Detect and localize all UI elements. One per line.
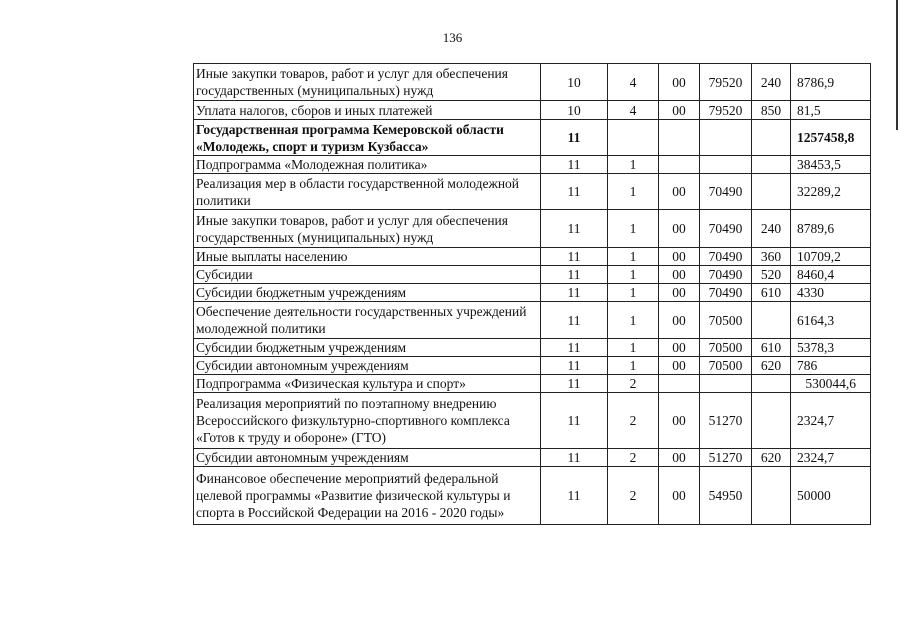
row-subsection: 4 <box>608 101 659 120</box>
row-subsection: 4 <box>608 64 659 101</box>
table-row <box>194 467 871 525</box>
row-sum: 2324,7 <box>791 449 871 467</box>
row-direction-code: 70490 <box>700 266 752 284</box>
budget-table <box>193 63 871 525</box>
row-program-code: 00 <box>659 449 700 467</box>
row-expense-type: 610 <box>752 284 791 302</box>
row-name: Субсидии автономным учреждениям <box>194 357 541 375</box>
row-direction-code: 51270 <box>700 449 752 467</box>
row-subsection: 1 <box>608 210 659 248</box>
row-program-code <box>659 375 700 393</box>
row-section: 11 <box>541 210 608 248</box>
row-name: Реализация мероприятий по поэтапному внедрению Всероссийского физкультурно-спортивного комплекса «Готов к труду и обороне» (ГТО) <box>194 393 541 449</box>
row-expense-type: 240 <box>752 210 791 248</box>
row-program-code: 00 <box>659 266 700 284</box>
row-expense-type: 360 <box>752 248 791 266</box>
row-subsection: 1 <box>608 284 659 302</box>
row-program-code: 00 <box>659 101 700 120</box>
row-subsection: 1 <box>608 302 659 339</box>
row-direction-code <box>700 375 752 393</box>
row-program-code: 00 <box>659 302 700 339</box>
table-row <box>194 64 871 101</box>
row-sum: 50000 <box>791 467 871 525</box>
row-subsection: 1 <box>608 156 659 174</box>
row-program-code: 00 <box>659 174 700 210</box>
row-subsection: 2 <box>608 393 659 449</box>
table-row <box>194 266 871 284</box>
row-expense-type: 610 <box>752 339 791 357</box>
table-row <box>194 156 871 174</box>
row-direction-code: 70490 <box>700 284 752 302</box>
table-row <box>194 393 871 449</box>
row-sum: 10709,2 <box>791 248 871 266</box>
table-row <box>194 339 871 357</box>
row-section: 10 <box>541 64 608 101</box>
row-expense-type <box>752 120 791 156</box>
row-expense-type <box>752 467 791 525</box>
row-section: 11 <box>541 266 608 284</box>
row-direction-code: 70490 <box>700 174 752 210</box>
row-program-code: 00 <box>659 467 700 525</box>
row-direction-code: 70500 <box>700 357 752 375</box>
row-subsection: 1 <box>608 174 659 210</box>
row-expense-type <box>752 375 791 393</box>
row-section: 11 <box>541 375 608 393</box>
row-name: Уплата налогов, сборов и иных платежей <box>194 101 541 120</box>
table-body <box>194 64 871 525</box>
row-program-code: 00 <box>659 357 700 375</box>
row-direction-code <box>700 156 752 174</box>
row-sum: 32289,2 <box>791 174 871 210</box>
table-row <box>194 284 871 302</box>
table-row <box>194 120 871 156</box>
row-direction-code: 70490 <box>700 210 752 248</box>
row-name: Субсидии <box>194 266 541 284</box>
row-section: 11 <box>541 467 608 525</box>
row-section: 11 <box>541 156 608 174</box>
table-row <box>194 357 871 375</box>
table-row <box>194 302 871 339</box>
row-program-code <box>659 120 700 156</box>
row-name: Субсидии бюджетным учреждениям <box>194 284 541 302</box>
row-section: 11 <box>541 248 608 266</box>
row-sum: 2324,7 <box>791 393 871 449</box>
row-program-code: 00 <box>659 393 700 449</box>
row-sum: 4330 <box>791 284 871 302</box>
row-section: 11 <box>541 393 608 449</box>
row-program-code: 00 <box>659 284 700 302</box>
row-sum: 81,5 <box>791 101 871 120</box>
table-row <box>194 174 871 210</box>
row-name: Реализация мер в области государственной молодежной политики <box>194 174 541 210</box>
row-expense-type: 620 <box>752 357 791 375</box>
row-section: 11 <box>541 339 608 357</box>
table-row <box>194 101 871 120</box>
row-subsection: 2 <box>608 375 659 393</box>
row-subsection: 1 <box>608 339 659 357</box>
row-name: Финансовое обеспечение мероприятий федеральной целевой программы «Развитие физической культуры и спорта в Российской Федерации на 2016 - 2020 годы» <box>194 467 541 525</box>
row-program-code <box>659 156 700 174</box>
row-name: Субсидии бюджетным учреждениям <box>194 339 541 357</box>
row-name: Обеспечение деятельности государственных учреждений молодежной политики <box>194 302 541 339</box>
row-direction-code <box>700 120 752 156</box>
row-section: 11 <box>541 284 608 302</box>
row-sum: 38453,5 <box>791 156 871 174</box>
table-row <box>194 248 871 266</box>
row-section: 11 <box>541 302 608 339</box>
row-program-code: 00 <box>659 339 700 357</box>
row-expense-type: 620 <box>752 449 791 467</box>
row-sum: 8786,9 <box>791 64 871 101</box>
row-program-code: 00 <box>659 210 700 248</box>
row-expense-type <box>752 174 791 210</box>
row-sum: 8789,6 <box>791 210 871 248</box>
table-row <box>194 449 871 467</box>
row-subsection: 2 <box>608 449 659 467</box>
row-section: 11 <box>541 357 608 375</box>
table-row <box>194 210 871 248</box>
row-expense-type: 240 <box>752 64 791 101</box>
row-subsection: 1 <box>608 357 659 375</box>
row-sum: 530044,6 <box>791 375 871 393</box>
row-expense-type: 520 <box>752 266 791 284</box>
row-subsection <box>608 120 659 156</box>
row-subsection: 2 <box>608 467 659 525</box>
row-direction-code: 79520 <box>700 101 752 120</box>
row-section: 10 <box>541 101 608 120</box>
row-subsection: 1 <box>608 248 659 266</box>
row-section: 11 <box>541 174 608 210</box>
page-edge-mark <box>896 0 898 130</box>
row-sum: 1257458,8 <box>791 120 871 156</box>
row-name: Иные закупки товаров, работ и услуг для обеспечения государственных (муниципальных) нужд <box>194 64 541 101</box>
page-number: 136 <box>442 30 463 45</box>
row-subsection: 1 <box>608 266 659 284</box>
row-direction-code: 70500 <box>700 302 752 339</box>
row-name: Подпрограмма «Молодежная политика» <box>194 156 541 174</box>
row-sum: 786 <box>791 357 871 375</box>
row-direction-code: 70490 <box>700 248 752 266</box>
row-sum: 6164,3 <box>791 302 871 339</box>
row-name: Иные выплаты населению <box>194 248 541 266</box>
row-direction-code: 70500 <box>700 339 752 357</box>
row-direction-code: 51270 <box>700 393 752 449</box>
row-program-code: 00 <box>659 64 700 101</box>
row-name: Подпрограмма «Физическая культура и спорт» <box>194 375 541 393</box>
table-row <box>194 375 871 393</box>
row-expense-type <box>752 302 791 339</box>
row-direction-code: 54950 <box>700 467 752 525</box>
row-name: Иные закупки товаров, работ и услуг для обеспечения государственных (муниципальных) нужд <box>194 210 541 248</box>
row-expense-type <box>752 156 791 174</box>
row-section: 11 <box>541 120 608 156</box>
row-name: Государственная программа Кемеровской области «Молодежь, спорт и туризм Кузбасса» <box>194 120 541 156</box>
row-sum: 5378,3 <box>791 339 871 357</box>
row-direction-code: 79520 <box>700 64 752 101</box>
row-program-code: 00 <box>659 248 700 266</box>
row-sum: 8460,4 <box>791 266 871 284</box>
row-section: 11 <box>541 449 608 467</box>
row-name: Субсидии автономным учреждениям <box>194 449 541 467</box>
row-expense-type <box>752 393 791 449</box>
row-expense-type: 850 <box>752 101 791 120</box>
